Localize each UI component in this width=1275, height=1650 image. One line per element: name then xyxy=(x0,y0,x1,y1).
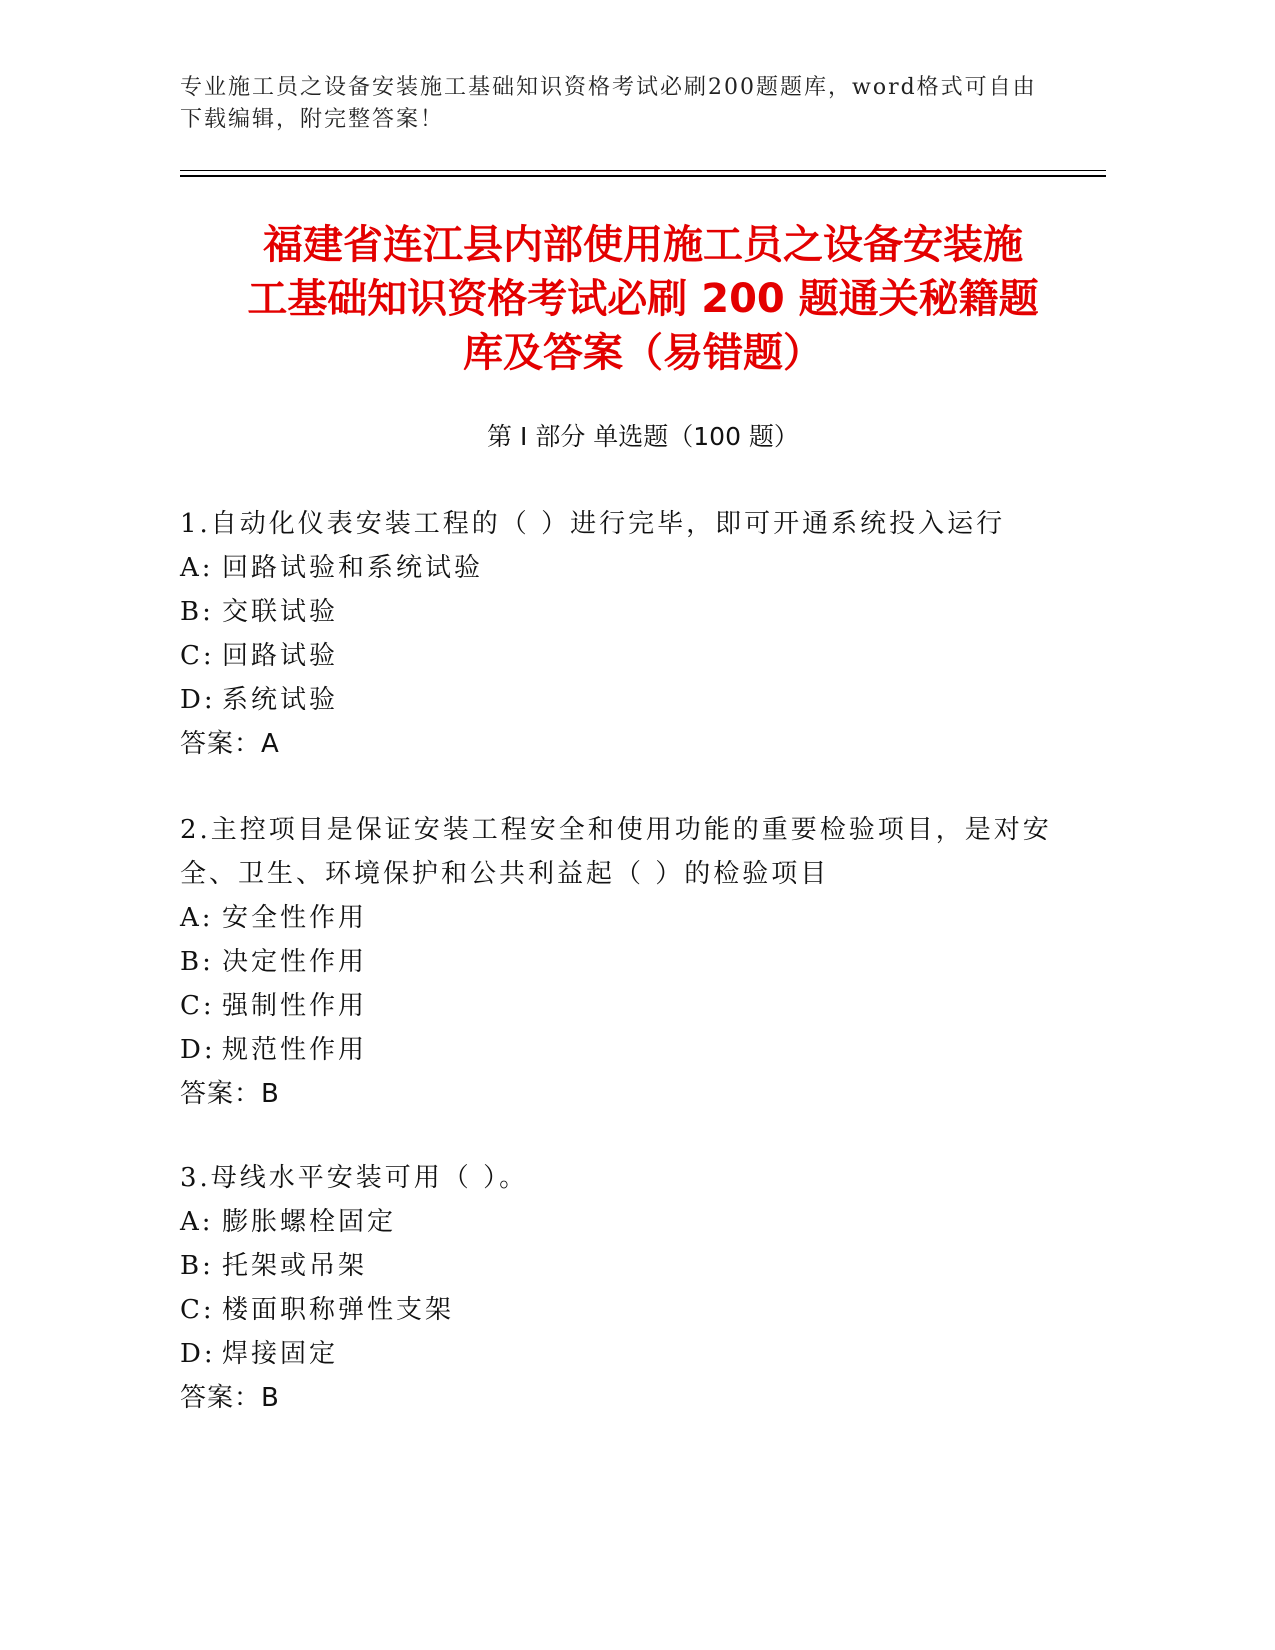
option-letter: B: xyxy=(180,597,214,627)
option-letter: B: xyxy=(180,947,214,977)
question-2 xyxy=(180,808,1060,1116)
question-stem: 2.主控项目是保证安装工程安全和使用功能的重要检验项目，是对安全、卫生、环境保护和公共利益起（ ）的检验项目 xyxy=(180,815,1052,889)
title-line-2: 工基础知识资格考试必刷 200 题通关秘籍题 xyxy=(247,276,1039,322)
header-line-1: 专业施工员之设备安装施工基础知识资格考试必刷200题题库，word格式可自由 xyxy=(180,75,1037,100)
option-letter: D: xyxy=(180,685,216,715)
option-text: 托架或吊架 xyxy=(222,1251,368,1281)
header-rule-thin xyxy=(180,170,1106,171)
option-text: 安全性作用 xyxy=(222,903,368,933)
option-d xyxy=(180,678,1060,722)
option-text: 回路试验和系统试验 xyxy=(222,553,484,583)
option-c xyxy=(180,984,1060,1028)
option-b xyxy=(180,1244,1060,1288)
header-rule-thick xyxy=(180,175,1106,177)
option-letter: A: xyxy=(180,1207,214,1237)
header-line-2: 下载编辑，附完整答案！ xyxy=(180,107,445,132)
document-header-note xyxy=(180,72,1040,136)
option-d xyxy=(180,1332,1060,1376)
option-a xyxy=(180,896,1060,940)
title-line-1: 福建省连江县内部使用施工员之设备安装施 xyxy=(263,222,1023,268)
option-text: 规范性作用 xyxy=(222,1035,368,1065)
option-letter: C: xyxy=(180,991,215,1021)
section-heading: 第 I 部分 单选题（100 题） xyxy=(487,422,799,451)
question-3 xyxy=(180,1156,1060,1420)
option-letter: C: xyxy=(180,1295,215,1325)
option-text: 回路试验 xyxy=(222,641,339,671)
document-title xyxy=(180,218,1106,380)
option-c xyxy=(180,634,1060,678)
option-text: 膨胀螺栓固定 xyxy=(222,1207,397,1237)
question-1 xyxy=(180,502,1060,766)
option-letter: D: xyxy=(180,1035,216,1065)
option-text: 交联试验 xyxy=(222,597,339,627)
option-text: 系统试验 xyxy=(222,685,339,715)
option-letter: C: xyxy=(180,641,215,671)
option-d xyxy=(180,1028,1060,1072)
answer-label: 答案：B xyxy=(180,1383,280,1413)
option-text: 楼面职称弹性支架 xyxy=(222,1295,455,1325)
option-b xyxy=(180,940,1060,984)
answer-label: 答案：A xyxy=(180,729,280,759)
option-text: 焊接固定 xyxy=(222,1339,339,1369)
option-text: 强制性作用 xyxy=(222,991,368,1021)
option-a xyxy=(180,1200,1060,1244)
option-c xyxy=(180,1288,1060,1332)
question-stem: 3.母线水平安装可用（ ）。 xyxy=(180,1163,529,1193)
answer-label: 答案：B xyxy=(180,1079,280,1109)
option-text: 决定性作用 xyxy=(222,947,368,977)
option-letter: A: xyxy=(180,903,214,933)
option-b xyxy=(180,590,1060,634)
option-letter: A: xyxy=(180,553,214,583)
option-letter: D: xyxy=(180,1339,216,1369)
title-line-3: 库及答案（易错题） xyxy=(463,330,823,376)
option-letter: B: xyxy=(180,1251,214,1281)
option-a xyxy=(180,546,1060,590)
question-stem: 1.自动化仪表安装工程的（ ）进行完毕，即可开通系统投入运行 xyxy=(180,509,1006,539)
